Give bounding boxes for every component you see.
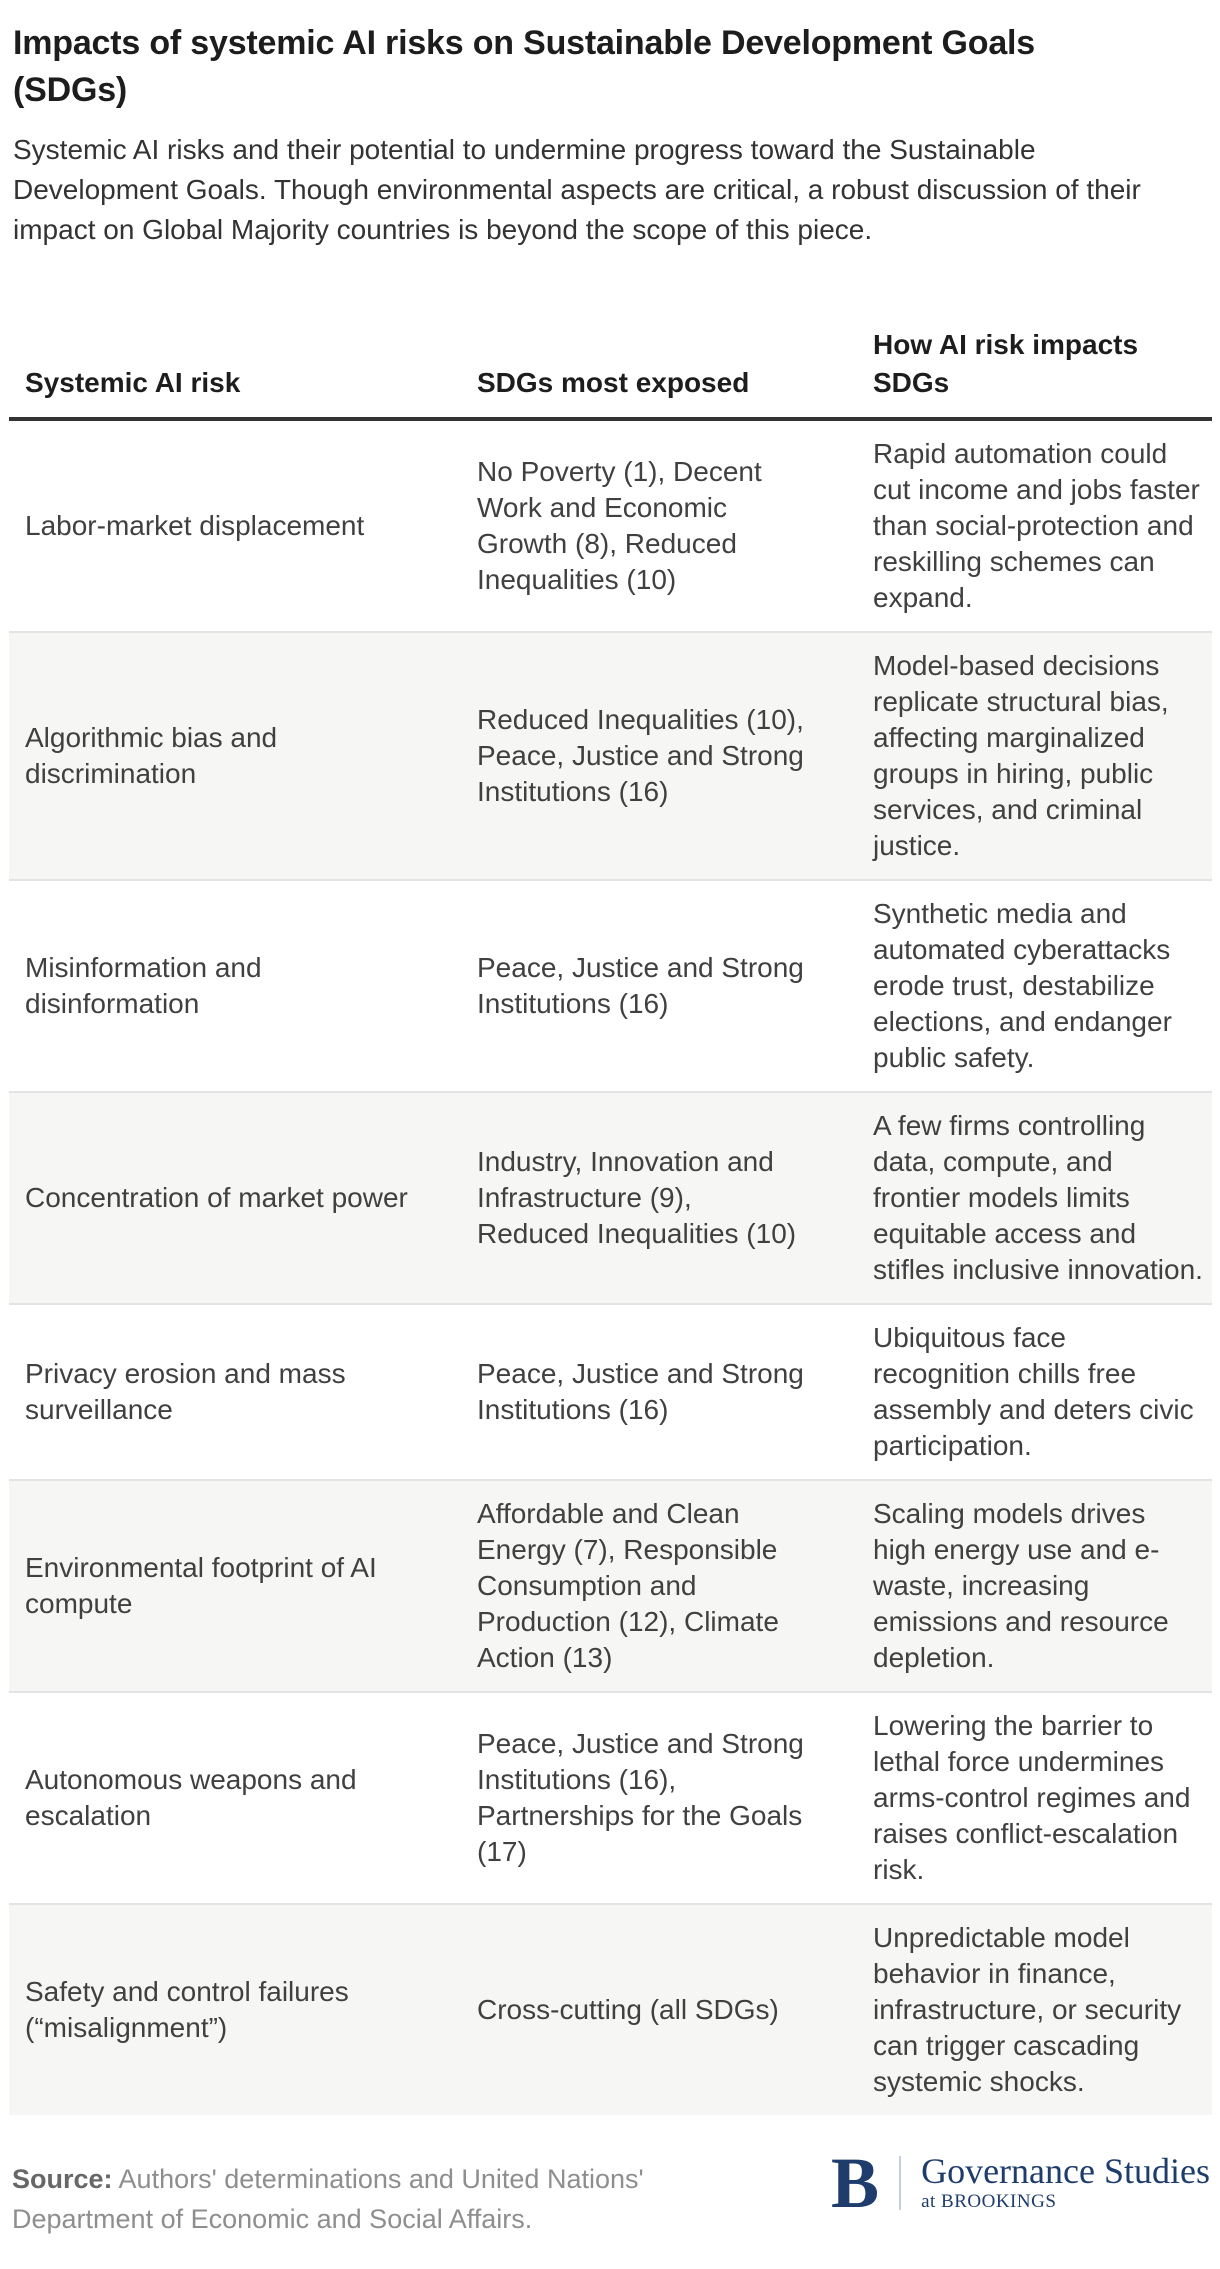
cell-sdgs: Peace, Justice and Strong Institutions (16) — [461, 880, 857, 1092]
cell-impact: Scaling models drives high energy use and e-waste, increasing emissions and resource depletion. — [857, 1480, 1212, 1692]
table-row — [9, 880, 1212, 1092]
cell-sdgs: Affordable and Clean Energy (7), Responsible Consumption and Production (12), Climate Action (13) — [461, 1480, 857, 1692]
cell-impact: Lowering the barrier to lethal force undermines arms-control regimes and raises conflict-escalation risk. — [857, 1692, 1212, 1904]
column-header-sdgs: SDGs most exposed — [461, 298, 857, 419]
column-header-risk: Systemic AI risk — [9, 298, 461, 419]
table-row — [9, 1904, 1212, 2115]
cell-sdgs: Reduced Inequalities (10), Peace, Justice and Strong Institutions (16) — [461, 632, 857, 880]
cell-risk: Safety and control failures (“misalignment”) — [9, 1904, 461, 2115]
table-body — [9, 419, 1212, 2115]
brookings-logo — [831, 2143, 1210, 2223]
table-row — [9, 632, 1212, 880]
source-text: Authors' determinations and United Nations' Department of Economic and Social Affairs. — [12, 2164, 644, 2234]
cell-impact: Model-based decisions replicate structural bias, affecting marginalized groups in hiring, public services, and criminal justice. — [857, 632, 1212, 880]
cell-risk: Labor-market displacement — [25, 510, 365, 541]
cell-sdgs: Peace, Justice and Strong Institutions (16), Partnerships for the Goals (17) — [461, 1692, 857, 1904]
logo-divider — [899, 2156, 901, 2210]
cell-risk: Privacy erosion and mass surveillance — [9, 1304, 461, 1480]
cell-sdgs: Cross-cutting (all SDGs) — [461, 1904, 857, 2115]
cell-risk: Environmental footprint of AI compute — [9, 1480, 461, 1692]
cell-sdgs: Peace, Justice and Strong Institutions (16) — [461, 1304, 857, 1480]
cell-risk: Algorithmic bias and discrimination — [9, 632, 461, 880]
sdg-impact-table — [9, 298, 1212, 2115]
cell-risk: Autonomous weapons and escalation — [9, 1692, 461, 1904]
source-line — [12, 2159, 732, 2239]
footer — [12, 2143, 1210, 2239]
table-row — [9, 1480, 1212, 1692]
column-header-impact: How AI risk impacts SDGs — [857, 298, 1212, 419]
brookings-b-monogram: B — [831, 2143, 880, 2223]
page-subtitle: Systemic AI risks and their potential to undermine progress toward the Sustainable Development Goals. Though environmental aspects are critical, a robust discussion of their impact on Global Majority countries is beyond the scope of this piece. — [13, 134, 1141, 245]
cell-impact: A few firms controlling data, compute, and frontier models limits equitable access and stifles inclusive innovation. — [857, 1092, 1212, 1304]
table-row — [9, 1304, 1212, 1480]
cell-risk: Misinformation and disinformation — [9, 880, 461, 1092]
logo-program-name: Governance Studies — [921, 2151, 1210, 2191]
header-row — [9, 298, 1212, 419]
cell-impact: Ubiquitous face recognition chills free assembly and deters civic participation. — [857, 1304, 1212, 1480]
cell-sdgs: No Poverty (1), Decent Work and Economic Growth (8), Reduced Inequalities (10) — [477, 456, 762, 595]
cell-sdgs: Industry, Innovation and Infrastructure (9), Reduced Inequalities (10) — [461, 1092, 857, 1304]
page-title: Impacts of systemic AI risks on Sustainable Development Goals (SDGs) — [13, 24, 1035, 109]
cell-impact: Rapid automation could cut income and jobs faster than social-protection and reskilling schemes can expand. — [873, 438, 1200, 613]
logo-subname: at BROOKINGS — [921, 2191, 1057, 2212]
table-row — [9, 1092, 1212, 1304]
cell-impact: Synthetic media and automated cyberattacks erode trust, destabilize elections, and endanger public safety. — [857, 880, 1212, 1092]
table-row — [9, 1692, 1212, 1904]
table-header — [9, 298, 1212, 419]
cell-risk: Concentration of market power — [9, 1092, 461, 1304]
table-row — [9, 419, 1212, 632]
cell-impact: Unpredictable model behavior in finance, infrastructure, or security can trigger cascading systemic shocks. — [857, 1904, 1212, 2115]
logo-text — [921, 2153, 1210, 2213]
source-label: Source: — [12, 2164, 113, 2194]
